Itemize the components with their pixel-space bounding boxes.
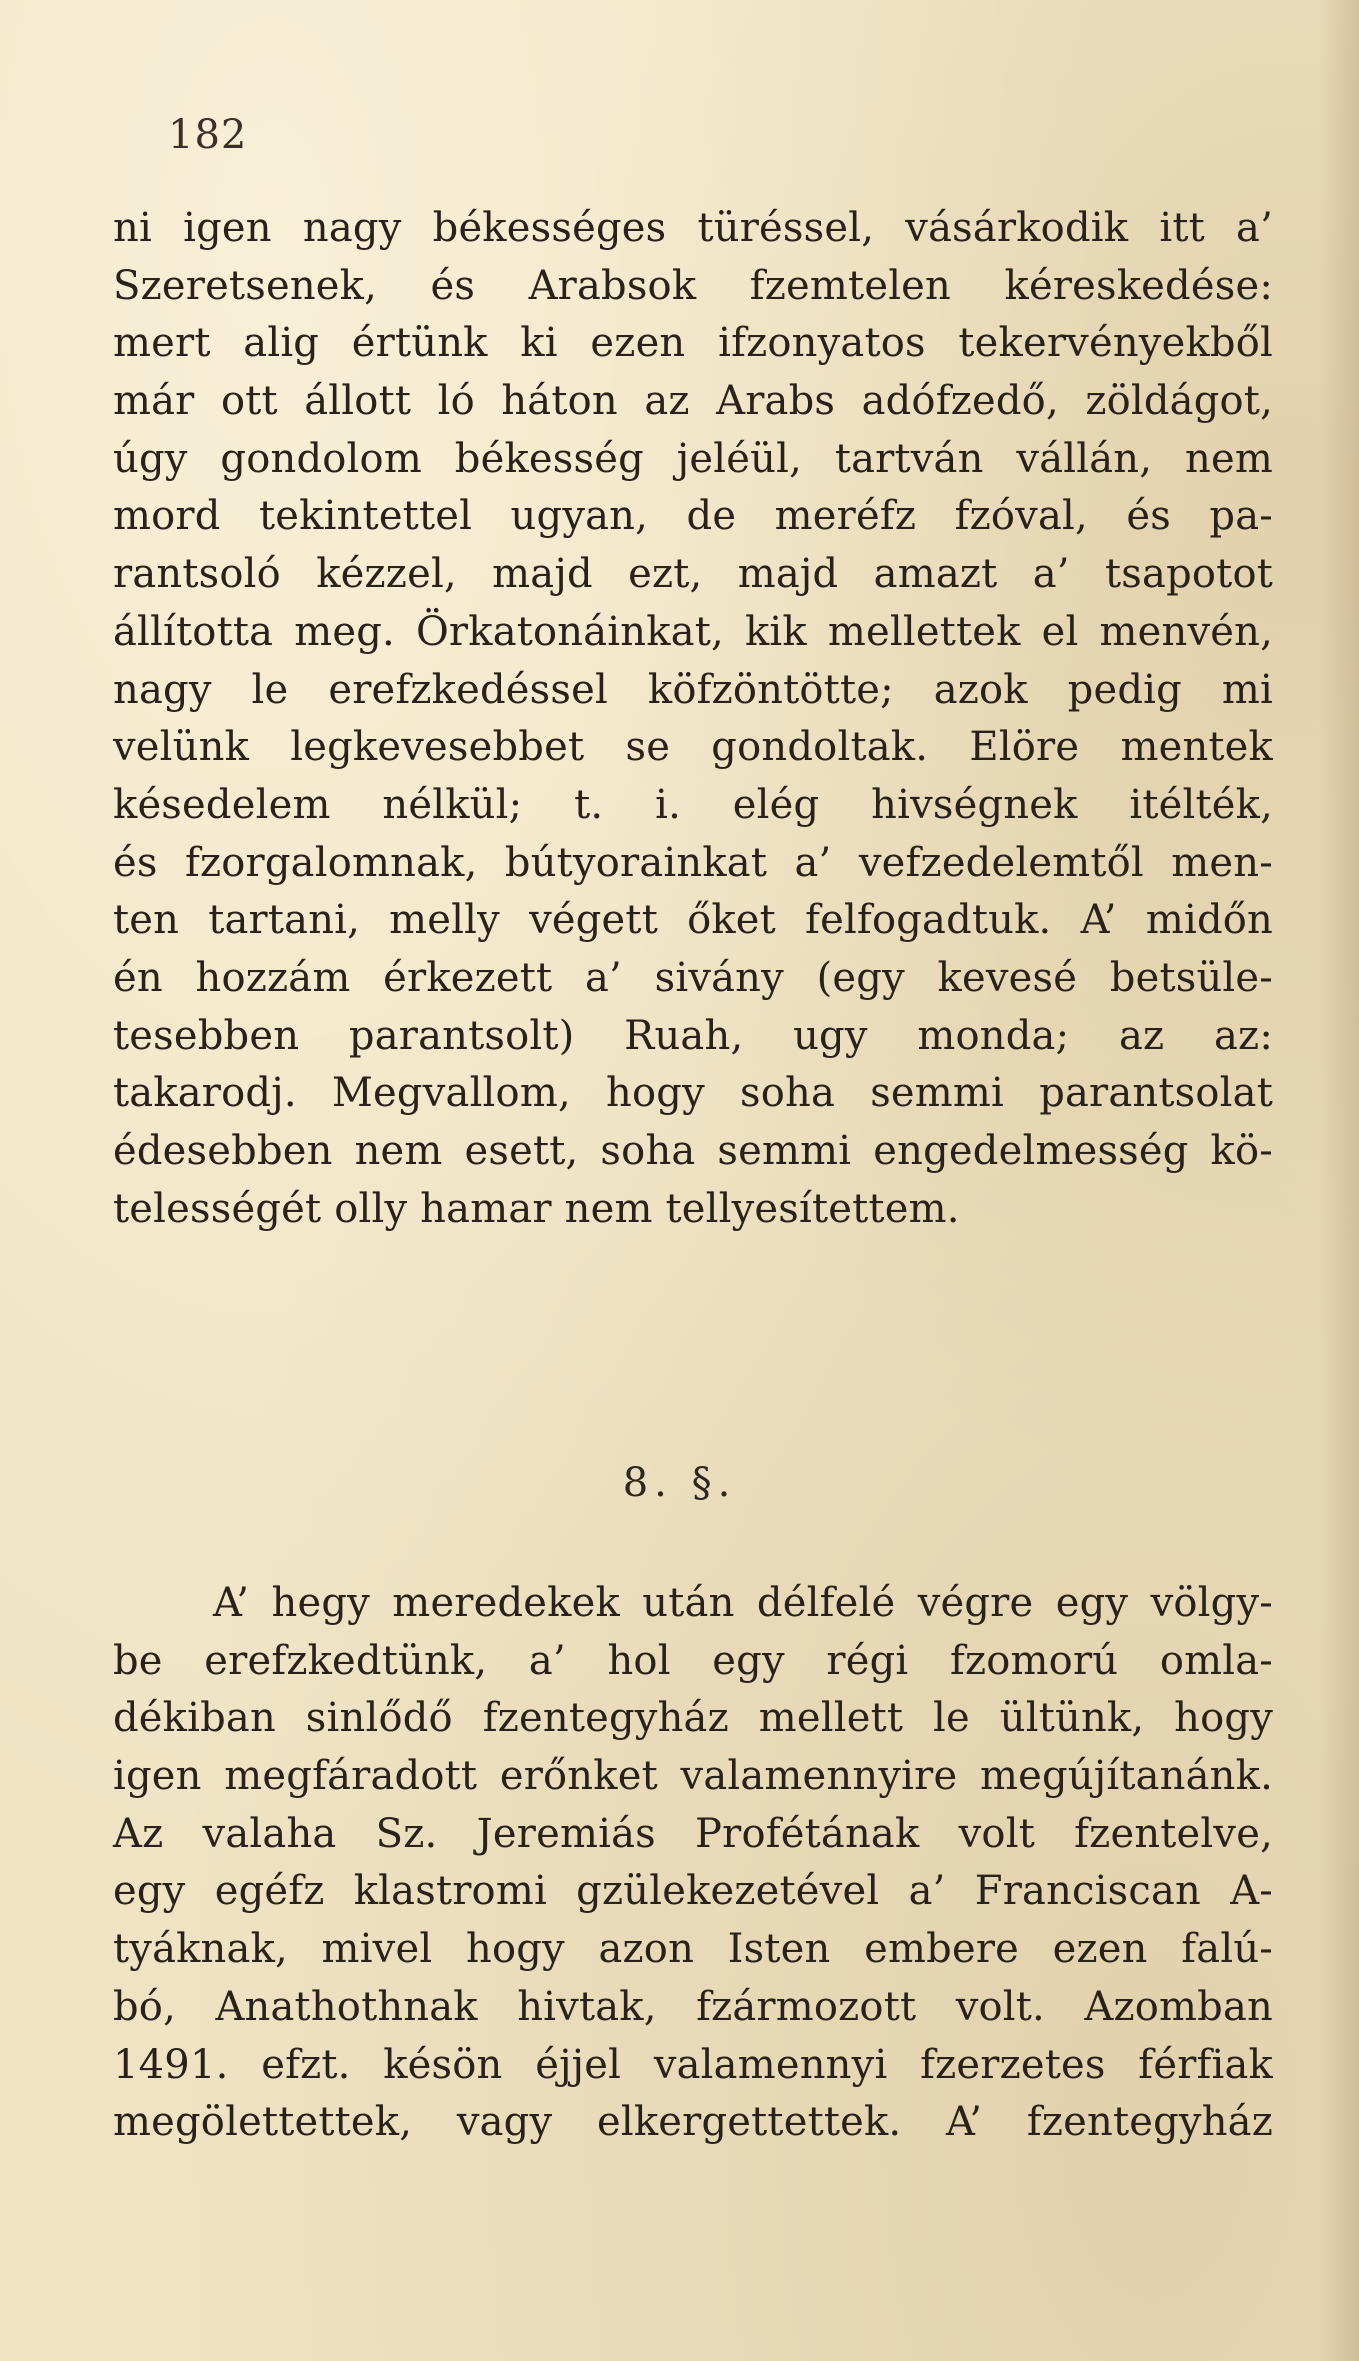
text-line: már ott állott ló háton az Arabs adófzedő, zöldágot,: [113, 378, 1273, 425]
text-line: bó, Anathothnak hivtak, fzármozott volt. Azomban: [113, 1983, 1273, 2030]
text-line: tesebben parantsolt) Ruah, ugy monda; az az:: [113, 1012, 1273, 1059]
text-line: igen megfáradott erőnket valamennyire megújítanánk.: [113, 1753, 1273, 1800]
text-line: Szeretsenek, és Arabsok fzemtelen kéreskedése:: [113, 262, 1273, 309]
page-number: 182: [168, 112, 248, 158]
text-line: dékiban sinlődő fzentegyház mellett le ültünk, hogy: [113, 1695, 1273, 1742]
text-line: és fzorgalomnak, bútyorainkat a’ vefzedelemtől men-: [113, 839, 1273, 886]
text-line: Az valaha Sz. Jeremiás Profétának volt fzentelve,: [113, 1810, 1273, 1857]
text-line: A’ hegy meredekek után délfelé végre egy völgy-: [213, 1580, 1273, 1626]
text-line: rantsoló kézzel, majd ezt, majd amazt a’ tsapotot: [113, 551, 1273, 598]
text-line: takarodj. Megvallom, hogy soha semmi parantsolat: [113, 1070, 1273, 1117]
text-line: telességét olly hamar nem tellyesítettem.: [113, 1185, 960, 1232]
text-line: velünk legkevesebbet se gondoltak. Elöre mentek: [113, 724, 1273, 771]
page-edge-shadow: [1319, 0, 1359, 2361]
text-line: késedelem nélkül; t. i. elég hivségnek itélték,: [113, 781, 1273, 828]
paragraph-one: [113, 200, 1273, 1238]
text-line: ten tartani, melly végett őket felfogadtuk. A’ midőn: [113, 897, 1273, 944]
text-line: mord tekintettel ugyan, de meréfz fzóval, és pa-: [113, 493, 1273, 540]
text-line: egy egéfz klastromi gzülekezetével a’ Franciscan A-: [113, 1868, 1273, 1915]
text-line: ni igen nagy békességes türéssel, vásárkodik itt a’: [113, 205, 1273, 251]
text-line: mert alig értünk ki ezen ifzonyatos tekervényekből: [113, 320, 1273, 367]
text-line: úgy gondolom békesség jeléül, tartván vállán, nem: [113, 435, 1273, 482]
text-line: állította meg. Örkatonáinkat, kik mellettek el menvén,: [113, 608, 1273, 655]
text-line: én hozzám érkezett a’ sivány (egy kevesé betsüle-: [113, 954, 1273, 1001]
section-heading: 8. §.: [622, 1460, 737, 1506]
text-line: tyáknak, mivel hogy azon Isten embere ezen falú-: [113, 1926, 1273, 1973]
text-line: megölettettek, vagy elkergettettek. A’ fzentegyház: [113, 2099, 1273, 2146]
text-line: nagy le erefzkedéssel köfzöntötte; azok pedig mi: [113, 666, 1273, 713]
paragraph-two: [113, 1575, 1273, 2152]
text-line: 1491. efzt. késön éjjel valamennyi fzerzetes férfiak: [113, 2041, 1273, 2088]
text-line: be erefzkedtünk, a’ hol egy régi fzomorú omla-: [113, 1637, 1273, 1684]
text-line: édesebben nem esett, soha semmi engedelmesség kö-: [113, 1128, 1273, 1174]
